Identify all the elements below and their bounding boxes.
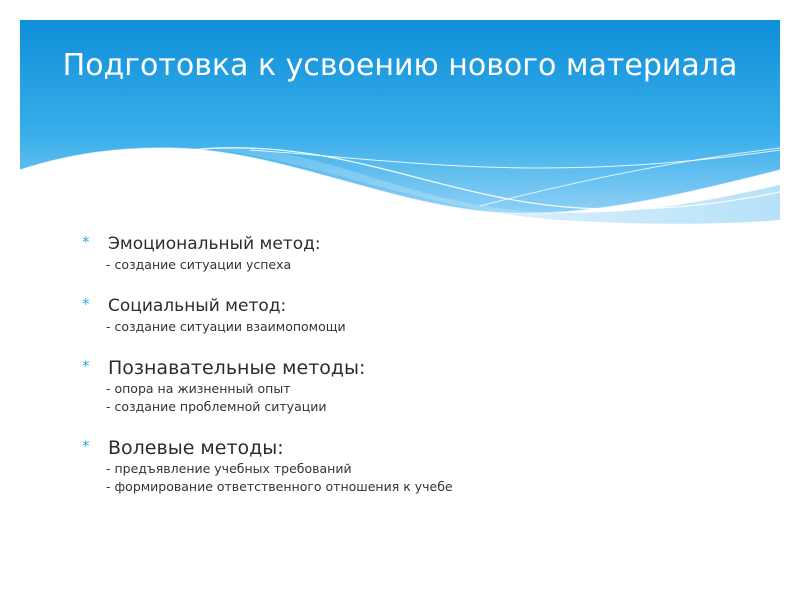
list-item-subpoint: - создание ситуации взаимопомощи [106,319,346,334]
list-item-subpoint: - создание проблемной ситуации [106,399,327,414]
list-item-heading: Социальный метод: [108,296,287,316]
bullet-asterisk-icon: * [82,437,90,455]
bullet-list [82,232,762,496]
list-item-volitional [82,436,762,496]
list-item-subpoint: - формирование ответственного отношения к учебе [106,479,453,494]
bullet-asterisk-icon: * [82,357,90,375]
list-item-social [82,294,762,336]
list-item-subpoint: - предъявление учебных требований [106,461,352,476]
list-item-heading: Волевые методы: [108,437,284,459]
bullet-asterisk-icon: * [82,295,90,313]
list-item-subpoint: - создание ситуации успеха [106,257,292,272]
list-item-heading: Эмоциональный метод: [108,234,321,254]
list-item-emotional [82,232,762,274]
slide [20,20,780,580]
slide-title: Подготовка к усвоению нового материала [62,48,738,83]
list-item-heading: Познавательные методы: [108,357,366,379]
list-item-subpoint: - опора на жизненный опыт [106,381,291,396]
bullet-asterisk-icon: * [82,233,90,251]
list-item-cognitive [82,356,762,416]
header-banner [20,20,780,240]
